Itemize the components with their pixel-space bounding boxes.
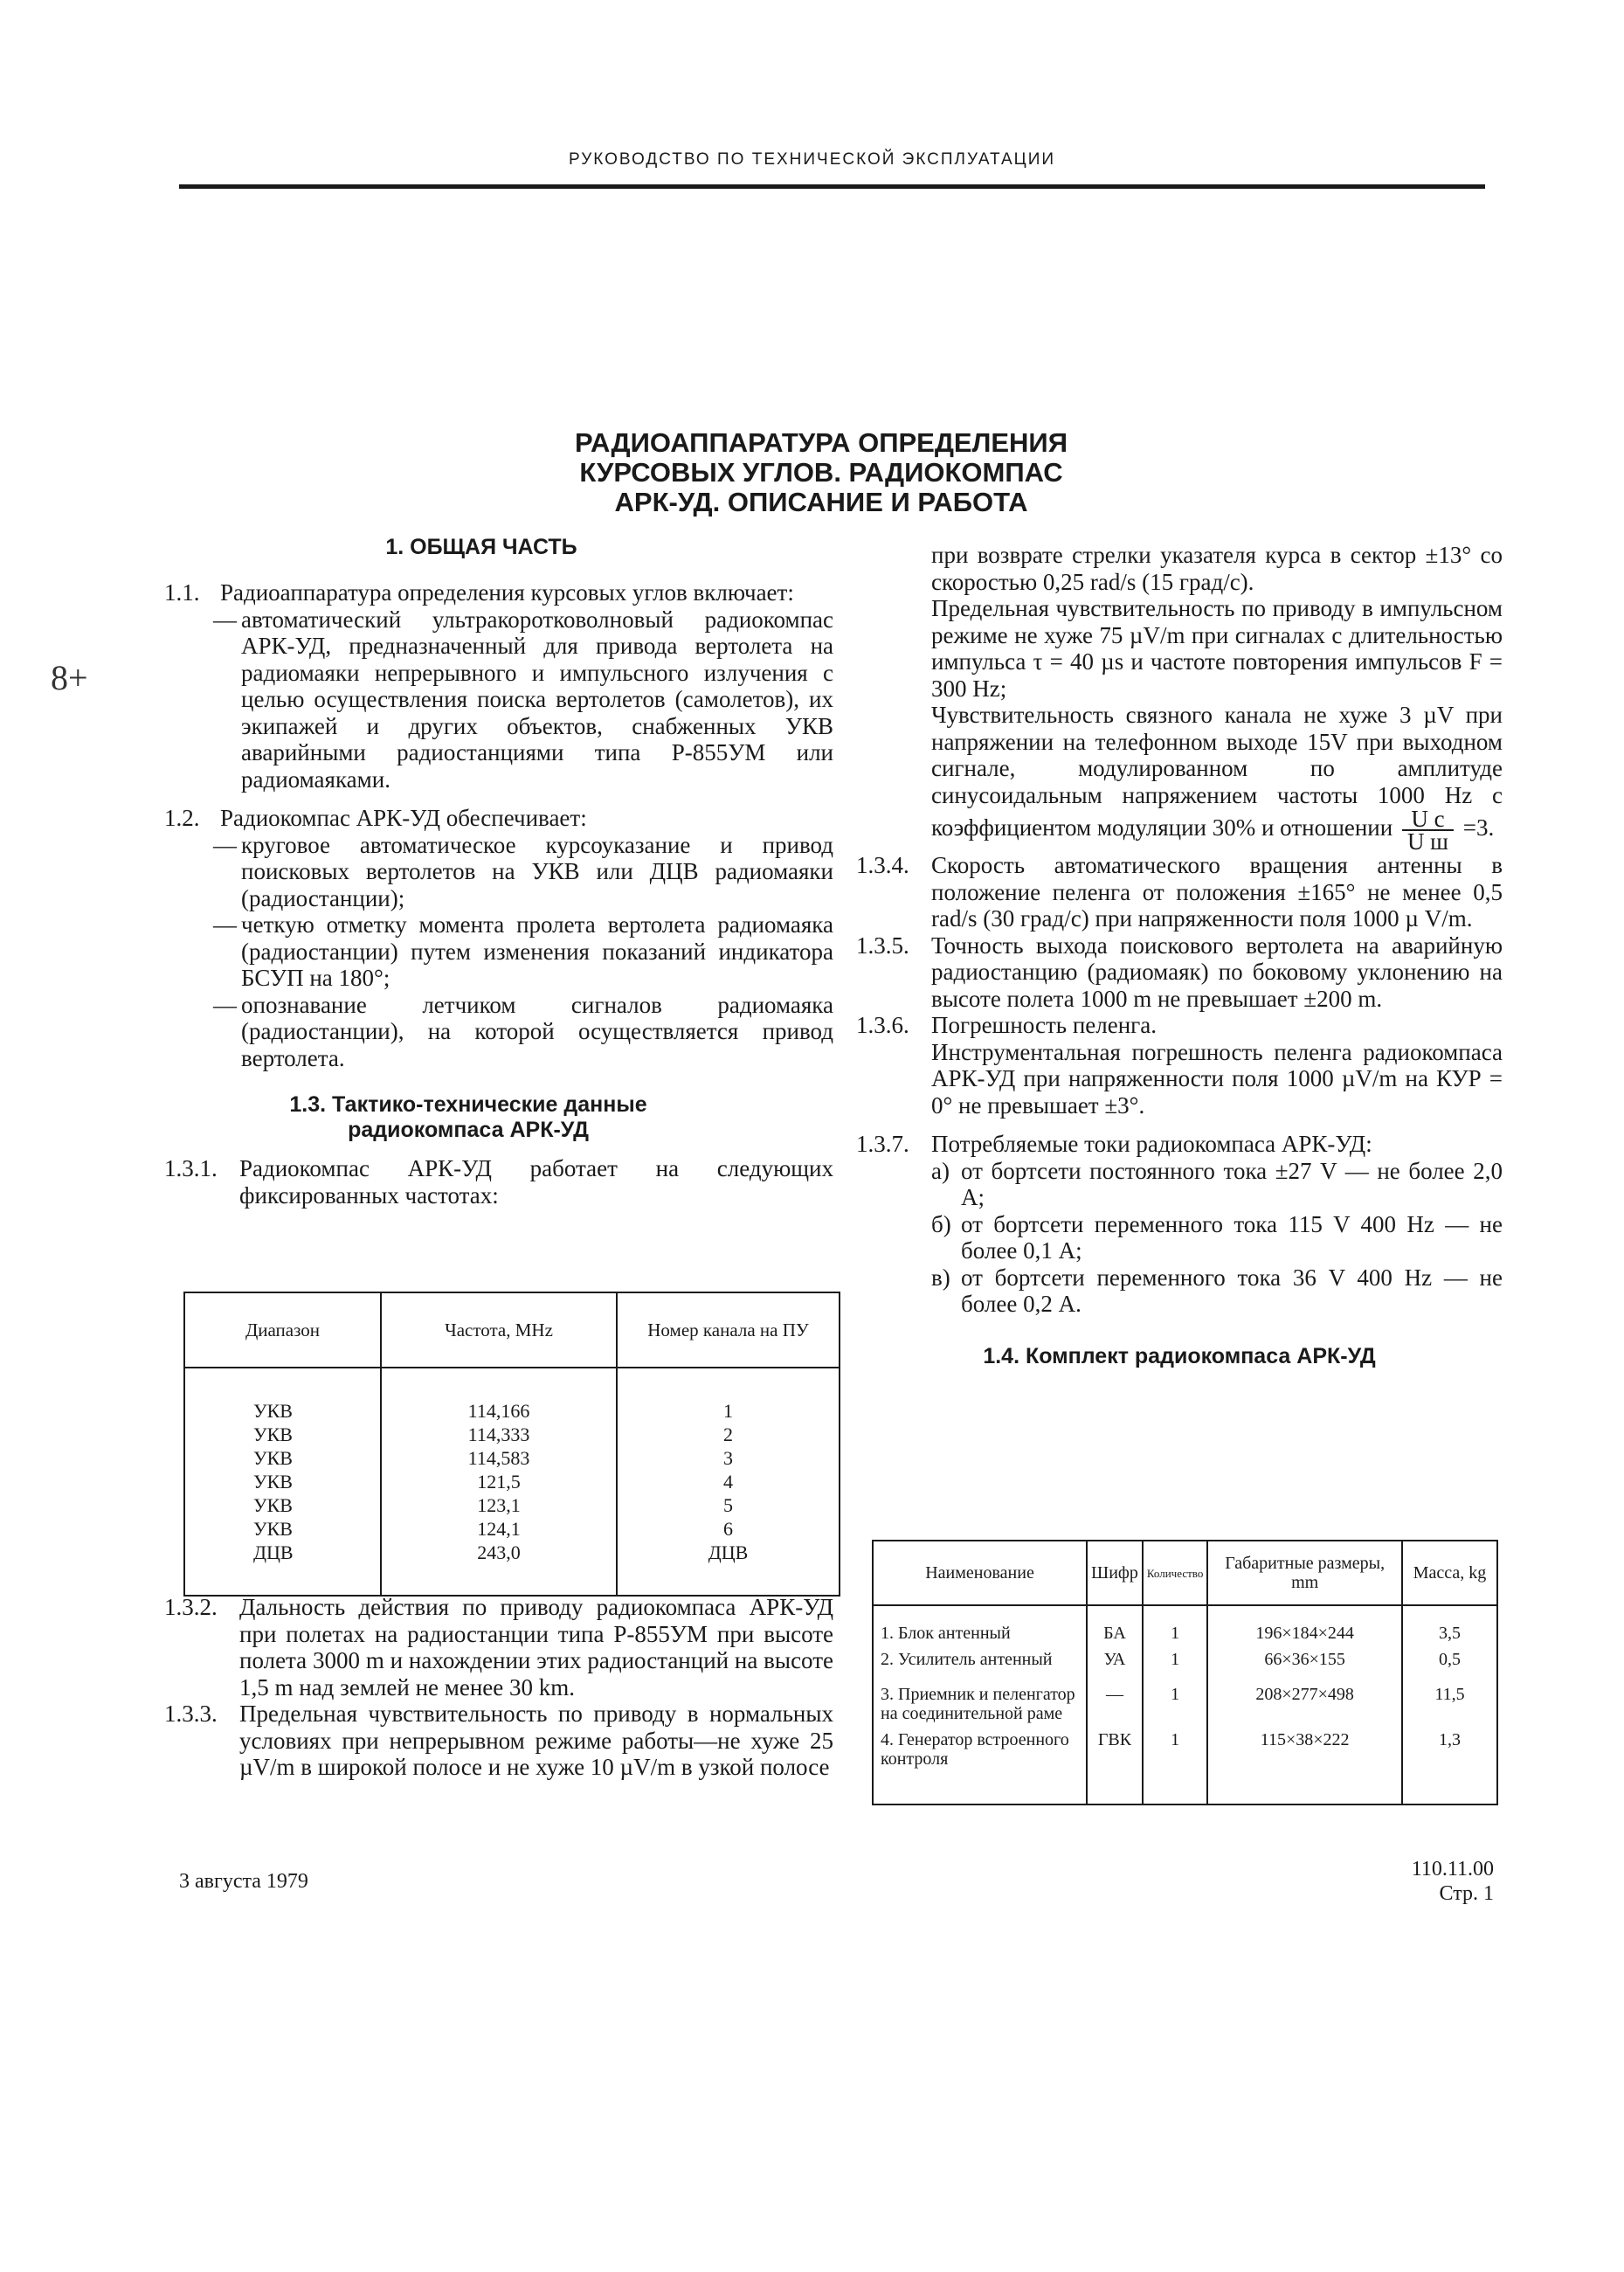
table-header-cell: Количество [1143, 1541, 1207, 1605]
table-header-row [873, 1541, 1497, 1605]
table-row [184, 1368, 840, 1423]
paragraph-text: Потребляемые токи радиокомпаса АРК-УД: [931, 1131, 1372, 1157]
table-header-cell: Шифр [1087, 1541, 1143, 1605]
fraction-denominator: U ш [1406, 828, 1448, 855]
fraction-numerator: U с [1402, 808, 1454, 831]
document-title [489, 428, 1153, 517]
list-item-text: автоматический ультракоротковолновый радиокомпас АРК-УД, предназначенный для привода вертолета на радиомаяки непрерывного и импульсного излучения с целью осуществления поиска вертолетов (самолетов), их экипажей и других объектов, снабженных УКВ аварийными радиостанциями типа Р-855УМ или радиомаяками. [241, 606, 833, 793]
table-cell: 115×38×222 [1207, 1727, 1402, 1804]
section-heading-specs: 1.3. Тактико-технические данные радиокомпаса АРК-УД [289, 1092, 647, 1142]
paragraph-number: 1.3.7. [856, 1131, 909, 1157]
title-line-2: КУРСОВЫХ УГЛОВ. РАДИОКОМПАС [579, 457, 1063, 488]
table-cell: 0,5 [1402, 1646, 1497, 1673]
dash-bullet: — [213, 991, 237, 1018]
dash-bullet: — [213, 606, 237, 633]
list-item [856, 1264, 1503, 1318]
paragraph-continuation [856, 702, 1503, 855]
paragraph-text: Радиокомпас АРК-УД работает на следующих фиксированных частотах: [239, 1155, 833, 1209]
paragraph-number: 1.3.3. [164, 1701, 218, 1727]
list-letter: б) [931, 1210, 951, 1237]
table-row [873, 1605, 1497, 1646]
table-cell: 66×36×155 [1207, 1646, 1402, 1673]
table-cell: ДЦВ [184, 1541, 381, 1596]
table-cell: 4. Генератор встроенного контроля [873, 1727, 1087, 1804]
paragraph-1-3-7 [856, 1131, 1503, 1158]
paragraph-number: 1.1. [164, 579, 200, 606]
table-header-cell: Частота, MHz [381, 1292, 617, 1368]
table-cell: 123,1 [381, 1493, 617, 1517]
table-cell: УКВ [184, 1470, 381, 1493]
table-row [184, 1517, 840, 1541]
table-cell: 2. Усилитель антенный [873, 1646, 1087, 1673]
table-cell: 4 [617, 1470, 840, 1493]
list-letter: а) [931, 1157, 950, 1184]
footer-page-info [1310, 1857, 1494, 1906]
table-cell: УКВ [184, 1446, 381, 1470]
table-cell: 196×184×244 [1207, 1605, 1402, 1646]
table-cell: 1,3 [1402, 1727, 1497, 1804]
table-cell: УКВ [184, 1493, 381, 1517]
table-cell: 124,1 [381, 1517, 617, 1541]
paragraph-1-3-6 [856, 1012, 1503, 1039]
table-cell: 114,333 [381, 1423, 617, 1446]
table-cell: 3 [617, 1446, 840, 1470]
right-column [856, 542, 1503, 1369]
table-cell: 1 [1143, 1727, 1207, 1804]
paragraph-1-3-3 [164, 1701, 833, 1781]
table-cell: 1 [1143, 1646, 1207, 1673]
margin-handwritten-note: 8+ [51, 658, 88, 697]
table-cell: 5 [617, 1493, 840, 1517]
table-row [184, 1446, 840, 1470]
list-item-text: опознавание летчиком сигналов радиомаяка (радиостанции), на которой осуществляется привод вертолета. [241, 991, 833, 1071]
table-cell: УКВ [184, 1423, 381, 1446]
list-letter: в) [931, 1264, 950, 1291]
list-item [164, 992, 833, 1072]
section-heading-general: 1. ОБЩАЯ ЧАСТЬ [385, 535, 577, 559]
frequency-table [183, 1292, 840, 1597]
left-column [164, 535, 833, 1209]
list-item-text: четкую отметку момента пролета вертолета радиомаяка (радиостанции) путем изменения показаний индикатора БСУП на 180°; [241, 911, 833, 991]
dash-bullet: — [213, 911, 237, 938]
paragraph-continuation: Инструментальная погрешность пеленга радиокомпаса АРК-УД при напряженности поля 1000 µV/m на КУР = 0° не превышает ±3°. [931, 1038, 1503, 1119]
table-cell: 3. Приемник и пеленгатор на соединительной раме [873, 1673, 1087, 1727]
list-item [856, 1211, 1503, 1264]
paragraph-text: Точность выхода поискового вертолета на аварийную радиостанцию (радиомаяк) по боковому уклонению на высоте полета 1000 m не превышает ±200 m. [931, 932, 1503, 1012]
title-line-1: РАДИОАППАРАТУРА ОПРЕДЕЛЕНИЯ [575, 427, 1068, 458]
table-row [873, 1727, 1497, 1804]
list-item [856, 1158, 1503, 1211]
table-cell: 1. Блок антенный [873, 1605, 1087, 1646]
dash-bullet: — [213, 831, 237, 858]
table-cell: ГВК [1087, 1727, 1143, 1804]
paragraph-text: Радиокомпас АРК-УД обеспечивает: [220, 805, 587, 831]
table-cell: УА [1087, 1646, 1143, 1673]
table-header-cell: Наименование [873, 1541, 1087, 1605]
paragraph-continuation: при возврате стрелки указателя курса в сектор ±13° со скоростью 0,25 rad/s (15 град/с). [931, 542, 1503, 595]
paragraph-1-2 [164, 805, 833, 832]
paragraph-text: Предельная чувствительность по приводу в нормальных условиях при непрерывном режиме работы—не хуже 25 µV/m в широкой полосе и не хуже 10 µV/m в узкой полосе [239, 1701, 833, 1780]
paragraph-number: 1.3.1. [164, 1155, 218, 1181]
paragraph-number: 1.3.5. [856, 932, 909, 959]
table-header-cell: Номер канала на ПУ [617, 1292, 840, 1368]
paragraph-text: Чувствительность связного канала не хуже 3 µV при напряжении на телефонном выходе 15V при выходном сигнале, модулированном по амплитуде синусоидальным напряжением частоты 1000 Hz с коэффициентом модуляции 30% и отношении [931, 702, 1503, 842]
table-cell: 208×277×498 [1207, 1673, 1402, 1727]
paragraph-number: 1.3.4. [856, 852, 909, 878]
paragraph-1-3-2 [164, 1594, 833, 1701]
footer-date: 3 августа 1979 [179, 1870, 308, 1893]
section-heading-kit: 1.4. Комплект радиокомпаса АРК-УД [983, 1343, 1376, 1368]
paragraph-number: 1.2. [164, 805, 200, 831]
paragraph-1-3-4 [856, 852, 1503, 932]
paragraph-number: 1.3.2. [164, 1594, 218, 1620]
page-number: Стр. 1 [1439, 1882, 1494, 1905]
table-header-cell: Габаритные размеры, mm [1207, 1541, 1402, 1605]
list-item-text: от бортсети переменного тока 115 V 400 Hz — не более 0,1 А; [961, 1210, 1503, 1264]
paragraph-text: Скорость автоматического вращения антенны в положение пеленга от положения ±165° не менее 0,5 rad/s (30 град/с) при напряженности поля 1000 µ V/m. [931, 852, 1503, 932]
list-item-text: круговое автоматическое курсоуказание и привод поисковых вертолетов на УКВ или ДЦВ радиомаяки (радиостанции); [241, 831, 833, 911]
table-row [873, 1646, 1497, 1673]
list-item-text: от бортсети переменного тока 36 V 400 Hz — не более 0,2 А. [961, 1264, 1503, 1317]
table-cell: 1 [617, 1368, 840, 1423]
table-row [184, 1470, 840, 1493]
table-cell: 11,5 [1402, 1673, 1497, 1727]
table-cell: 114,166 [381, 1368, 617, 1423]
table-cell: БА [1087, 1605, 1143, 1646]
table-cell: — [1087, 1673, 1143, 1727]
list-item-text: от бортсети постоянного тока ±27 V — не более 2,0 А; [961, 1157, 1503, 1210]
table-cell: 3,5 [1402, 1605, 1497, 1646]
left-column-lower [164, 1594, 833, 1781]
list-item [164, 832, 833, 912]
table-cell: 243,0 [381, 1541, 617, 1596]
paragraph-1-3-5 [856, 932, 1503, 1013]
table-row [184, 1541, 840, 1596]
table-cell: ДЦВ [617, 1541, 840, 1596]
document-code: 110.11.00 [1411, 1858, 1494, 1881]
paragraph-text: Дальность действия по приводу радиокомпаса АРК-УД при полетах на радиостанции типа Р-855УМ при высоте полета 3000 m и нахождении этих радиостанций на высоте 1,5 m над землей не менее 30 km. [239, 1594, 833, 1701]
table-cell: УКВ [184, 1368, 381, 1423]
table-row [873, 1673, 1497, 1727]
table-cell: 2 [617, 1423, 840, 1446]
paragraph-continuation: Предельная чувствительность по приводу в импульсном режиме не хуже 75 µV/m при сигналах с длительностью импульса τ = 40 µs и частоте повторения импульсов F = 300 Hz; [931, 595, 1503, 702]
table-cell: 114,583 [381, 1446, 617, 1470]
table-row [184, 1493, 840, 1517]
paragraph-1-3-1 [164, 1155, 833, 1209]
paragraph-text: Радиоаппаратура определения курсовых углов включает: [220, 579, 794, 606]
table-header-cell: Масса, kg [1402, 1541, 1497, 1605]
table-cell: УКВ [184, 1517, 381, 1541]
table-header-cell: Диапазон [184, 1292, 381, 1368]
table-row [184, 1423, 840, 1446]
table-cell: 1 [1143, 1673, 1207, 1727]
paragraph-1-1 [164, 579, 833, 606]
paragraph-text: Погрешность пеленга. [931, 1012, 1157, 1038]
table-cell: 6 [617, 1517, 840, 1541]
title-line-3: АРК-УД. ОПИСАНИЕ И РАБОТА [614, 487, 1028, 517]
page-header: РУКОВОДСТВО ПО ТЕХНИЧЕСКОЙ ЭКСПЛУАТАЦИИ [568, 150, 1056, 169]
fraction [1402, 806, 1454, 855]
list-item [164, 911, 833, 992]
table-cell: 1 [1143, 1605, 1207, 1646]
table-cell: 121,5 [381, 1470, 617, 1493]
kit-table [872, 1540, 1498, 1805]
list-item [164, 606, 833, 793]
table-header-row [184, 1292, 840, 1368]
paragraph-number: 1.3.6. [856, 1012, 909, 1038]
header-rule [179, 184, 1485, 189]
fraction-equals: =3. [1462, 814, 1495, 842]
